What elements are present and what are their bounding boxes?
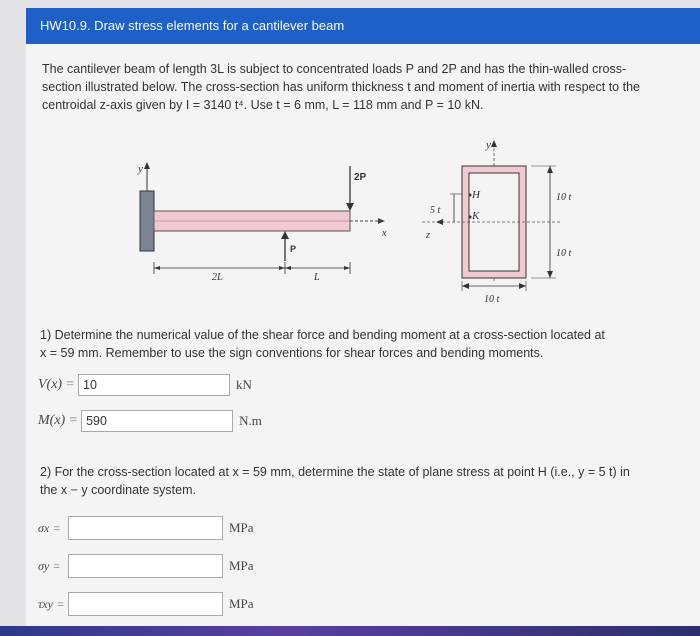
q2-line-2: the x − y coordinate system.	[40, 483, 196, 497]
q2-line-1: 2) For the cross-section located at x = 59 mm, determine the state of plane stress at point H (i.e., y = 5 t) in	[40, 465, 630, 479]
problem-title: HW10.9. Draw stress elements for a cantilever beam	[26, 8, 700, 44]
tau-xy-row	[38, 592, 254, 616]
shear-force-row	[38, 374, 252, 396]
problem-card	[26, 8, 700, 636]
sigma-x-label: σx =	[38, 520, 61, 535]
load-2p-label: 2P	[354, 172, 367, 183]
fixed-wall	[140, 191, 154, 251]
tau-xy-input[interactable]	[68, 592, 223, 616]
bending-moment-row	[38, 410, 262, 432]
statement-line-1: The cantilever beam of length 3L is subject to concentrated loads P and 2P and has the thin-walled cross-	[42, 62, 627, 76]
question-2	[40, 463, 685, 499]
tau-xy-unit: MPa	[229, 596, 254, 611]
bending-moment-unit: N.m	[239, 413, 262, 428]
sigma-y-unit: MPa	[229, 558, 254, 573]
dimension-10t-width-label: 10 t	[484, 294, 500, 305]
statement-line-3: centroidal z-axis given by I = 3140 t⁴. Use t = 6 mm, L = 118 mm and P = 10 kN.	[42, 98, 484, 112]
point-h-label: H	[472, 189, 480, 201]
dimension-10t-bottom-label: 10 t	[556, 248, 572, 259]
dimension-10t-top-label: 10 t	[556, 192, 572, 203]
q1-line-2: x = 59 mm. Remember to use the sign conventions for shear forces and bending moments.	[40, 346, 544, 360]
section-y-axis-label: y	[486, 139, 491, 151]
sigma-x-unit: MPa	[229, 520, 254, 535]
tau-xy-label: τxy =	[38, 596, 64, 611]
beam-figure	[26, 136, 700, 311]
sigma-y-row	[38, 554, 254, 578]
shear-force-label: V(x) =	[38, 377, 74, 392]
q1-line-1: 1) Determine the numerical value of the shear force and bending moment at a cross-section located at	[40, 328, 605, 342]
problem-statement	[42, 60, 682, 114]
load-p-label: P	[290, 244, 297, 254]
shear-force-input[interactable]: 10	[78, 374, 230, 396]
statement-line-2: section illustrated below. The cross-section has uniform thickness t and moment of inertia with respect to the	[42, 80, 640, 94]
sigma-x-input[interactable]	[68, 516, 223, 540]
question-1	[40, 326, 680, 362]
shear-force-unit: kN	[236, 377, 252, 392]
point-k-label: K	[472, 210, 480, 222]
dimension-l-label: L	[314, 272, 320, 283]
sigma-x-row	[38, 516, 254, 540]
sigma-y-label: σy =	[38, 558, 61, 573]
dimension-5t-label: 5 t	[430, 205, 441, 216]
beam-x-axis-label: x	[382, 228, 387, 239]
dimension-2l-label: 2L	[212, 272, 223, 283]
bending-moment-input[interactable]: 590	[81, 410, 233, 432]
bending-moment-label: M(x) =	[38, 413, 78, 428]
section-z-axis-label: z	[426, 230, 430, 241]
sigma-y-input[interactable]	[68, 554, 223, 578]
beam-y-axis-label: y	[138, 163, 143, 175]
taskbar	[0, 626, 700, 636]
